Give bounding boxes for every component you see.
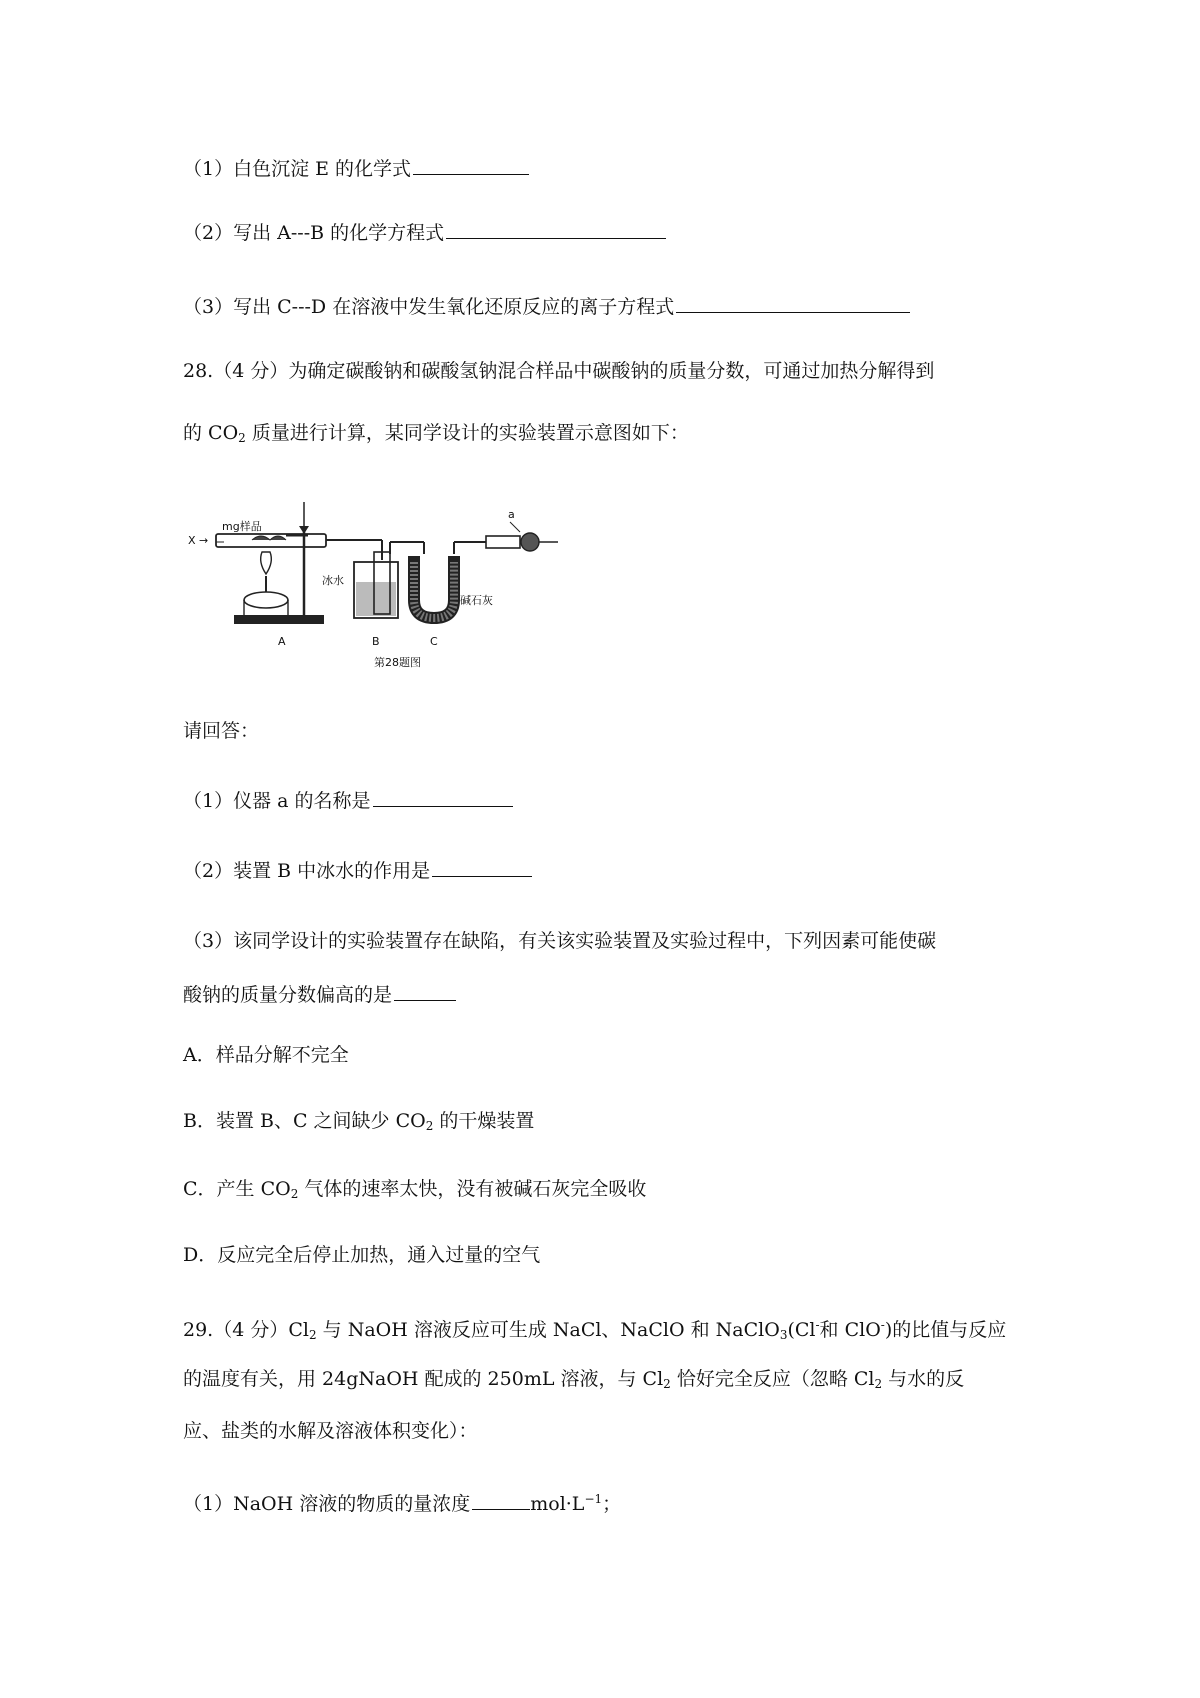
reaction-tube [216,534,326,547]
q29-line3: 应、盐类的水解及溶液体积变化）： [183,1420,478,1442]
q29-line1: 29.（4 分）$Cl_2$ 与 NaOH 溶液反应可生成 NaCl、NaClO 和 NaClO$_3$(Cl-和 ClO-)的比值与反应 [183,1318,1007,1342]
q28-sub2: （2）装置 B 中冰水的作用是 [183,856,532,886]
q27-part2: （2）写出 A---B 的化学方程式 [183,218,666,248]
soda-lime-label: 碱石灰 [460,594,493,607]
option-d: D．反应完全后停止加热，通入过量的空气 [183,1244,541,1266]
q28-intro-line1: 28.（4 分）为确定碳酸钠和碳酸氢钠混合样品中碳酸钠的质量分数，可通过加热分解得到 [183,360,935,382]
q28-intro-line2: 的 $CO_2$ 质量进行计算，某同学设计的实验装置示意图如下： [183,422,689,445]
alcohol-lamp [244,592,288,608]
q28-sub3-line2: 酸钠的质量分数偏高的是 [183,980,456,1010]
answer-blank[interactable] [432,857,532,877]
a-label: a [508,508,515,521]
option-a: A．样品分解不完全 [183,1044,349,1066]
figure-caption: 第28题图 [374,656,421,669]
label-a: A [278,635,286,648]
apparatus-figure [186,482,586,682]
stand-base [234,615,324,624]
answer-blank[interactable] [446,219,666,239]
answer-blank[interactable] [373,787,513,807]
answer-blank[interactable] [394,981,456,1001]
q29-line2: 的温度有关，用 24gNaOH 配成的 250mL 溶液，与 $Cl_2$ 恰好完全反应（忽略 $Cl_2$ 与水的反 [183,1368,965,1391]
q28-please: 请回答： [183,720,260,742]
q27-part3: （3）写出 C---D 在溶液中发生氧化还原反应的离子方程式 [183,292,910,322]
drying-tube-a [486,536,520,548]
ice-water-label: 冰水 [322,574,344,587]
option-b: B．装置 B、C 之间缺少 $CO_2$ 的干燥装置 [183,1110,535,1133]
q28-sub3-line1: （3）该同学设计的实验装置存在缺陷，有关该实验装置及实验过程中，下列因素可能使碳 [183,930,937,952]
arrow-head-icon [299,526,309,534]
answer-blank[interactable] [472,1490,530,1510]
answer-blank[interactable] [676,293,910,313]
flame-icon [261,552,272,574]
q28-sub1: （1）仪器 a 的名称是 [183,786,513,816]
option-c: C．产生 $CO_2$ 气体的速率太快，没有被碱石灰完全吸收 [183,1178,647,1201]
x-label: X → [188,534,209,547]
q29-sub1: （1）NaOH 溶液的物质的量浓度 $mol\cdot L^{-1}$； [183,1492,622,1515]
label-c: C [430,635,438,648]
q27-part1: （1）白色沉淀 E 的化学式 [183,154,529,184]
answer-blank[interactable] [413,155,529,175]
sample-label: mg样品 [222,520,262,533]
sample-pile [252,536,286,540]
label-b: B [372,635,380,648]
